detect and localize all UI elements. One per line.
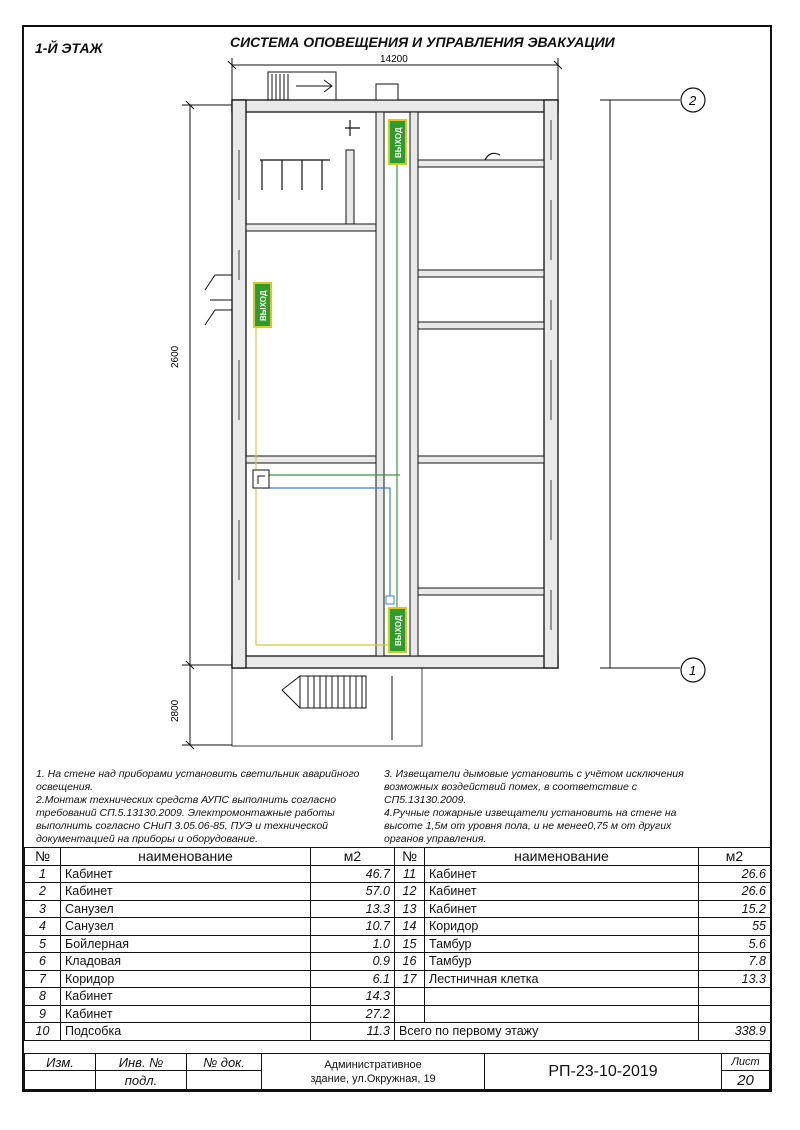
table-row — [25, 900, 771, 918]
room-name: Кабинет — [61, 1005, 311, 1023]
tb-podl: подл. — [95, 1070, 187, 1090]
room-name: Бойлерная — [61, 935, 311, 953]
room-name: Кабинет — [61, 988, 311, 1006]
tb-izm: Изм. — [24, 1053, 96, 1071]
dim-height: 2600 — [170, 345, 181, 368]
room-num: 15 — [395, 935, 425, 953]
tb-sheet-label: Лист — [721, 1053, 770, 1071]
room-num: 1 — [25, 865, 61, 883]
room-area: 15.2 — [699, 900, 771, 918]
room-area: 27.2 — [311, 1005, 395, 1023]
room-area: 6.1 — [311, 970, 395, 988]
axis-label-1: 1 — [689, 663, 697, 678]
room-area: 26.6 — [699, 865, 771, 883]
room-area: 55 — [699, 918, 771, 936]
room-area: 5.6 — [699, 935, 771, 953]
table-row — [25, 953, 771, 971]
room-area: 46.7 — [311, 865, 395, 883]
table-row — [25, 1023, 771, 1041]
tb-building-line2: здание, ул.Окружная, 19 — [310, 1072, 436, 1085]
tb-building-line1: Административное — [324, 1058, 422, 1071]
note-4: 4.Ручные пожарные извещатели установить на стене на высоте 1,5м от уровня пола, и не менее0,75 м от других органов управления. — [384, 807, 677, 845]
room-area: 1.0 — [311, 935, 395, 953]
empty-cell — [395, 1005, 425, 1023]
room-num: 5 — [25, 935, 61, 953]
room-area: 57.0 — [311, 883, 395, 901]
stair-top — [268, 72, 336, 102]
floor-label: 1-Й ЭТАЖ — [35, 40, 103, 56]
notes-left — [36, 768, 381, 846]
alarm-line-blue — [262, 488, 390, 600]
header-name-left: наименование — [61, 848, 311, 866]
header-area-right: м2 — [699, 848, 771, 866]
room-name: Тамбур — [425, 935, 699, 953]
room-area: 26.6 — [699, 883, 771, 901]
tb-code: РП-23-10-2019 — [484, 1053, 722, 1090]
dim-porch: 2800 — [170, 699, 181, 722]
exit-label-bottom: ВЫХОД — [394, 615, 403, 646]
empty-cell — [699, 988, 771, 1006]
room-num: 16 — [395, 953, 425, 971]
room-area: 11.3 — [311, 1023, 395, 1041]
exit-sign-bottom — [389, 608, 406, 652]
dim-width: 14200 — [380, 54, 408, 65]
room-name: Подсобка — [61, 1023, 311, 1041]
room-name: Коридор — [425, 918, 699, 936]
table-row — [25, 970, 771, 988]
tb-building — [261, 1053, 485, 1090]
total-value: 338.9 — [699, 1023, 771, 1041]
tb-empty — [24, 1070, 96, 1090]
room-name: Кабинет — [425, 900, 699, 918]
room-area: 14.3 — [311, 988, 395, 1006]
room-num: 14 — [395, 918, 425, 936]
room-num: 13 — [395, 900, 425, 918]
axis-label-2: 2 — [689, 93, 697, 108]
side-entrance — [205, 275, 232, 325]
header-num-left: № — [25, 848, 61, 866]
rooms-table — [24, 847, 771, 1041]
room-name: Коридор — [61, 970, 311, 988]
tb-empty — [186, 1070, 262, 1090]
stair-bottom — [232, 668, 422, 746]
exit-label-top: ВЫХОД — [394, 127, 403, 158]
room-name: Кабинет — [425, 865, 699, 883]
exit-sign-left — [254, 283, 271, 327]
header-name-right: наименование — [425, 848, 699, 866]
drawing-title: СИСТЕМА ОПОВЕЩЕНИЯ И УПРАВЛЕНИЯ ЭВАКУАЦИИ — [230, 34, 615, 50]
title-block — [24, 1053, 770, 1090]
room-name: Лестничная клетка — [425, 970, 699, 988]
table-row — [25, 883, 771, 901]
room-area: 13.3 — [311, 900, 395, 918]
note-2: 2.Монтаж технических средств АУПС выполнить согласно требований СП.5.13130.2009. Электромонтажные работы выполнить согласно СНиП 3.05.06-85, ПУЭ и технической документацией на приборы и оборудование. — [36, 794, 337, 845]
table-row — [25, 1005, 771, 1023]
room-name: Кабинет — [61, 865, 311, 883]
room-name: Тамбур — [425, 953, 699, 971]
header-num-right: № — [395, 848, 425, 866]
table-row — [25, 865, 771, 883]
empty-cell — [395, 988, 425, 1006]
room-area: 7.8 — [699, 953, 771, 971]
room-num: 12 — [395, 883, 425, 901]
empty-cell — [425, 1005, 699, 1023]
note-3: 3. Извещатели дымовые установить с учётом исключения возможных воздействий помех, в соответствие с СП5.13130.2009. — [384, 768, 684, 806]
room-num: 9 — [25, 1005, 61, 1023]
room-area: 10.7 — [311, 918, 395, 936]
room-name: Кабинет — [425, 883, 699, 901]
tb-doc-no: № док. — [186, 1053, 262, 1071]
room-num: 6 — [25, 953, 61, 971]
panel-icon — [253, 470, 269, 488]
tb-inv-no: Инв. № — [95, 1053, 187, 1071]
room-name: Кабинет — [61, 883, 311, 901]
tb-sheet-no: 20 — [721, 1070, 770, 1090]
notes-right — [384, 768, 684, 846]
room-name: Санузел — [61, 918, 311, 936]
room-num: 10 — [25, 1023, 61, 1041]
header-area-left: м2 — [311, 848, 395, 866]
exit-label-left: ВЫХОД — [259, 290, 268, 321]
room-name: Санузел — [61, 900, 311, 918]
total-label: Всего по первому этажу — [395, 1023, 699, 1041]
room-num: 8 — [25, 988, 61, 1006]
room-area: 13.3 — [699, 970, 771, 988]
evac-route-yellow — [256, 320, 390, 645]
room-num: 3 — [25, 900, 61, 918]
detector-icon — [386, 596, 394, 604]
room-num: 4 — [25, 918, 61, 936]
room-num: 17 — [395, 970, 425, 988]
table-header — [25, 848, 771, 866]
room-num: 7 — [25, 970, 61, 988]
exit-sign-top — [389, 120, 406, 164]
room-area: 0.9 — [311, 953, 395, 971]
table-row — [25, 988, 771, 1006]
table-row — [25, 935, 771, 953]
room-num: 2 — [25, 883, 61, 901]
room-name: Кладовая — [61, 953, 311, 971]
room-num: 11 — [395, 865, 425, 883]
empty-cell — [699, 1005, 771, 1023]
empty-cell — [425, 988, 699, 1006]
note-1: 1. На стене над приборами установить светильник аварийного освещения. — [36, 768, 360, 793]
table-row — [25, 918, 771, 936]
